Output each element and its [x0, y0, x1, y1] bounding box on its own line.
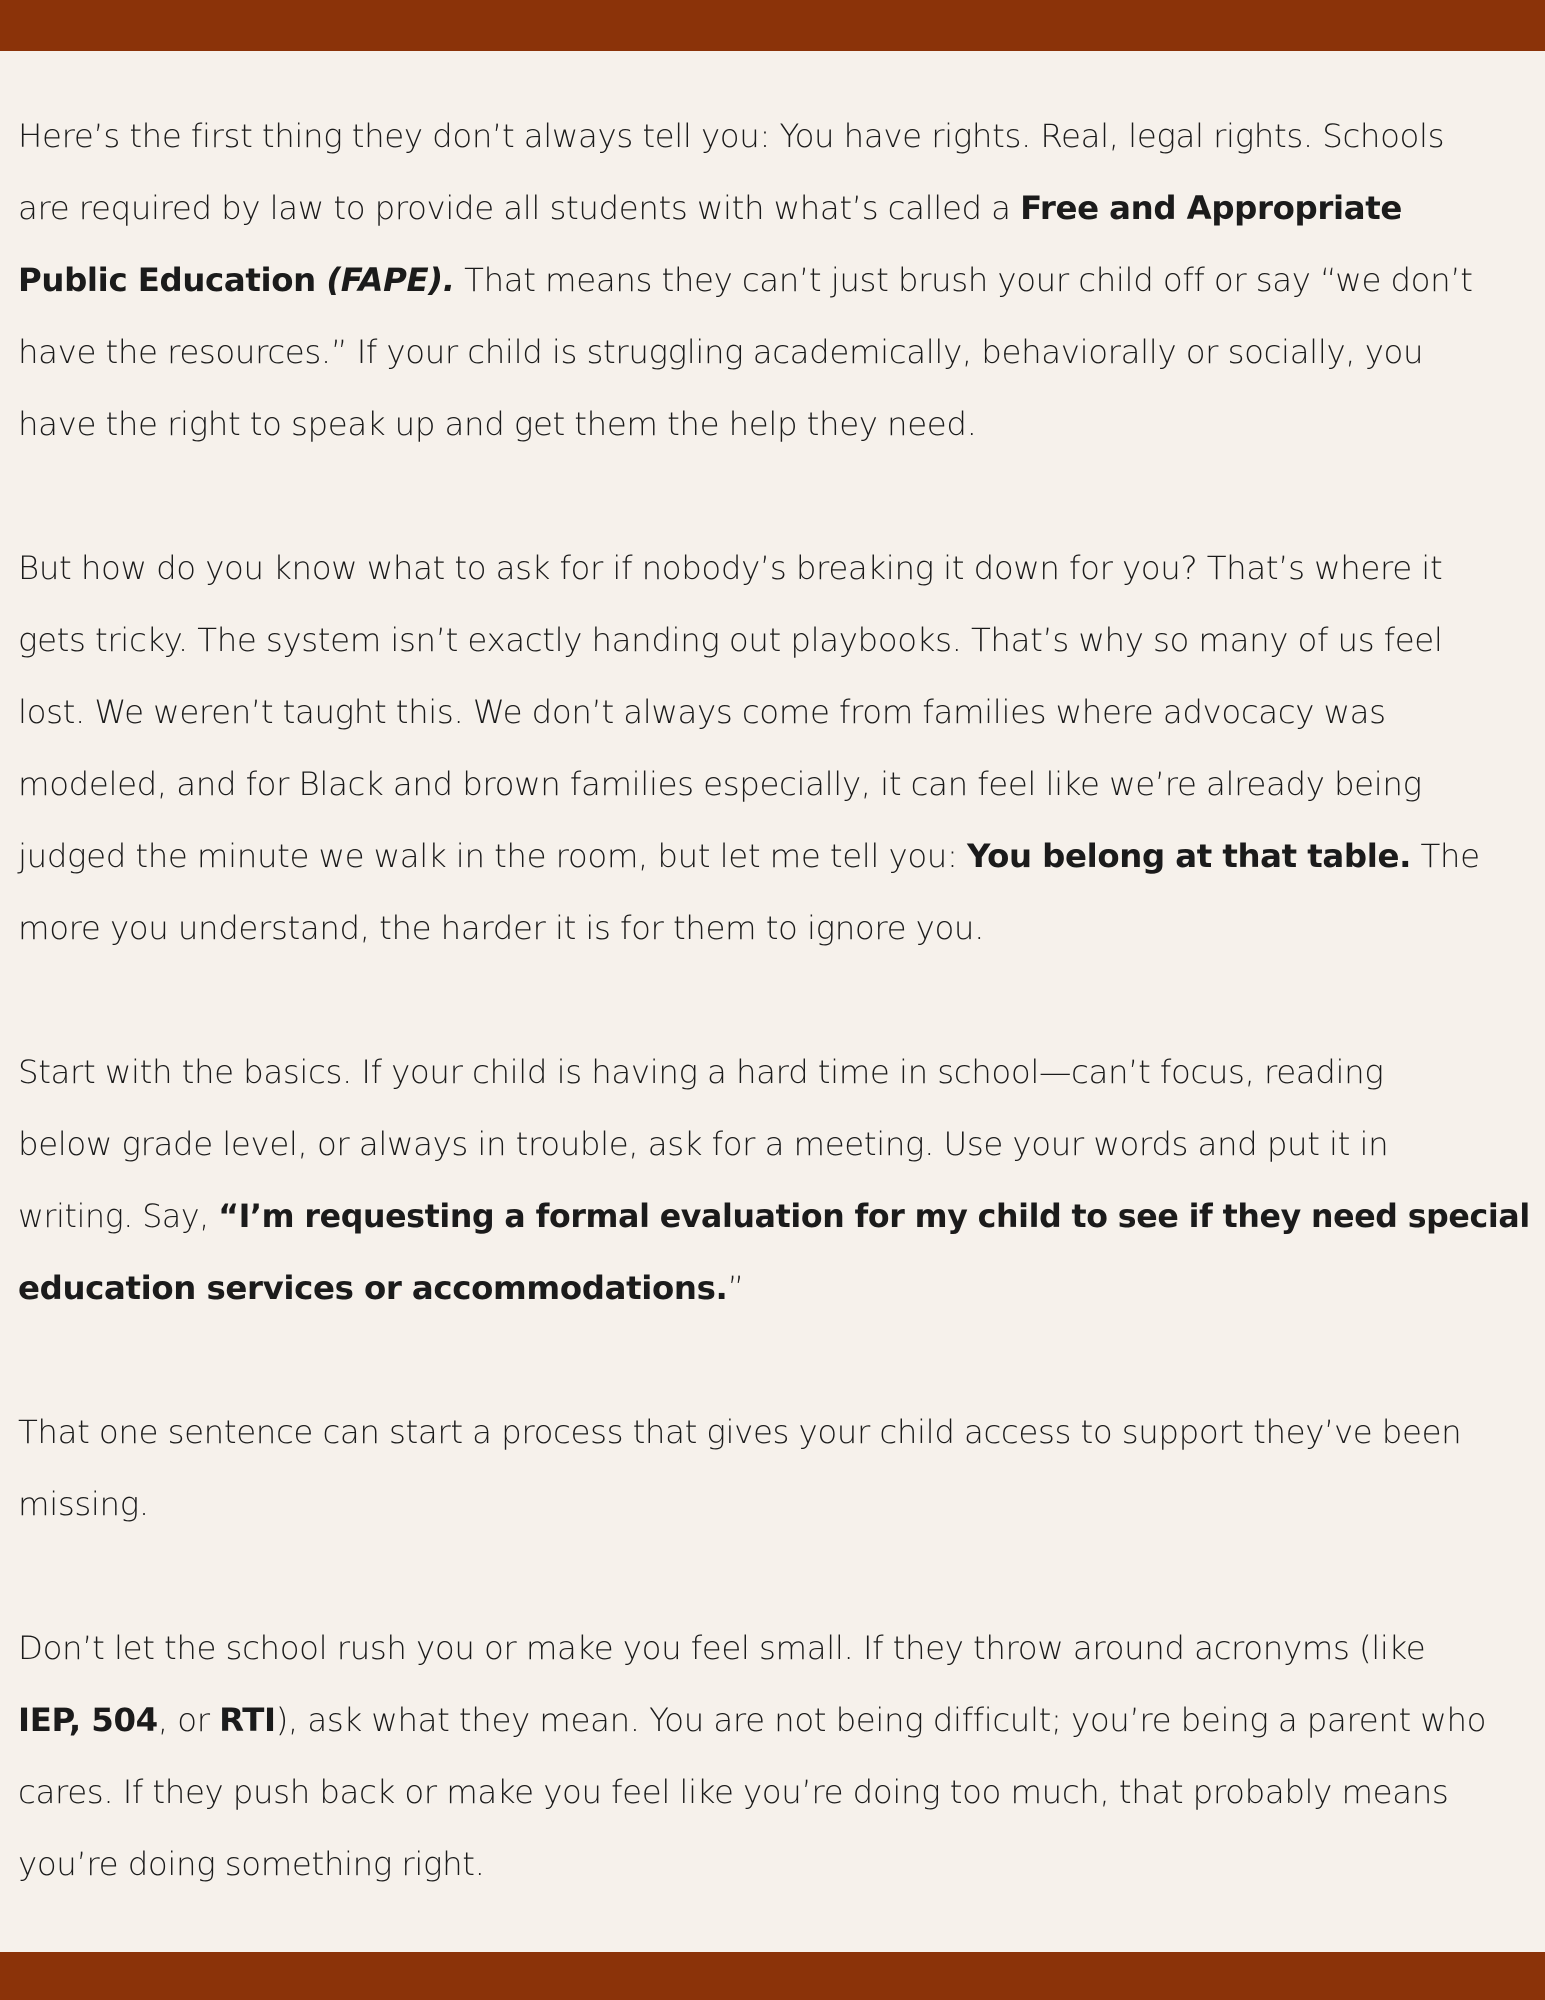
text-line: lost. We weren’t taught this. We don’t always come from families where advocacy was [18, 693, 1386, 731]
text-line: education services or accommodations.” [18, 1269, 744, 1307]
paragraph-rights [18, 100, 1530, 460]
paragraph-acronyms [18, 1612, 1530, 1900]
text-line: modeled, and for Black and brown families especially, it can feel like we’re already being [18, 765, 1422, 803]
text-line: missing. [18, 1485, 149, 1523]
paragraph-belong [18, 532, 1530, 964]
emphasis-request-quote: “I’m requesting a formal evaluation for my child to see if they need special [218, 1197, 1530, 1235]
text-line: are required by law to provide all students with what’s called a Free and Appropriate [18, 189, 1402, 227]
text-line: Here’s the first thing they don’t always tell you: You have rights. Real, legal rights. Schools [18, 117, 1445, 155]
text-line: below grade level, or always in trouble, ask for a meeting. Use your words and put it in [18, 1125, 1389, 1163]
emphasis-fape-acronym: (FAPE). [326, 261, 455, 299]
text-line: gets tricky. The system isn’t exactly handing out playbooks. That’s why so many of us feel [18, 621, 1443, 659]
emphasis-acronym: RTI [219, 1701, 276, 1739]
text-line: judged the minute we walk in the room, but let me tell you: You belong at that table. The [18, 837, 1480, 875]
text-line: have the right to speak up and get them the help they need. [18, 405, 977, 443]
bottom-accent-bar [0, 1952, 1545, 2000]
text-line: more you understand, the harder it is for them to ignore you. [18, 909, 985, 947]
text-line: Don’t let the school rush you or make you feel small. If they throw around acronyms (like [18, 1629, 1426, 1667]
emphasis-fape-term: Free and Appropriate [1020, 189, 1402, 227]
emphasis-acronym: IEP, 504 [18, 1701, 158, 1739]
text-line: Start with the basics. If your child is having a hard time in school—can’t focus, reading [18, 1053, 1384, 1091]
top-accent-bar [0, 0, 1545, 51]
text-line: you’re doing something right. [18, 1845, 485, 1883]
text-line: But how do you know what to ask for if nobody’s breaking it down for you? That’s where it [18, 549, 1443, 587]
emphasis-belong: You belong at that table. [967, 837, 1412, 875]
emphasis-request-quote: education services or accommodations. [18, 1269, 728, 1307]
text-line: IEP, 504, or RTI), ask what they mean. You are not being difficult; you’re being a parent who [18, 1701, 1487, 1739]
text-line: writing. Say, “I’m requesting a formal evaluation for my child to see if they need special [18, 1197, 1530, 1235]
text-line: Public Education (FAPE). That means they can’t just brush your child off or say “we don’t [18, 261, 1473, 299]
article-body [18, 100, 1530, 1972]
emphasis-fape-term: Public Education [18, 261, 327, 299]
paragraph-basics [18, 1036, 1530, 1324]
text-line: have the resources.” If your child is struggling academically, behaviorally or socially, you [18, 333, 1424, 371]
text-line: That one sentence can start a process that gives your child access to support they’ve been [18, 1413, 1462, 1451]
paragraph-one-sentence [18, 1396, 1530, 1540]
text-line: cares. If they push back or make you feel like you’re doing too much, that probably means [18, 1773, 1449, 1811]
